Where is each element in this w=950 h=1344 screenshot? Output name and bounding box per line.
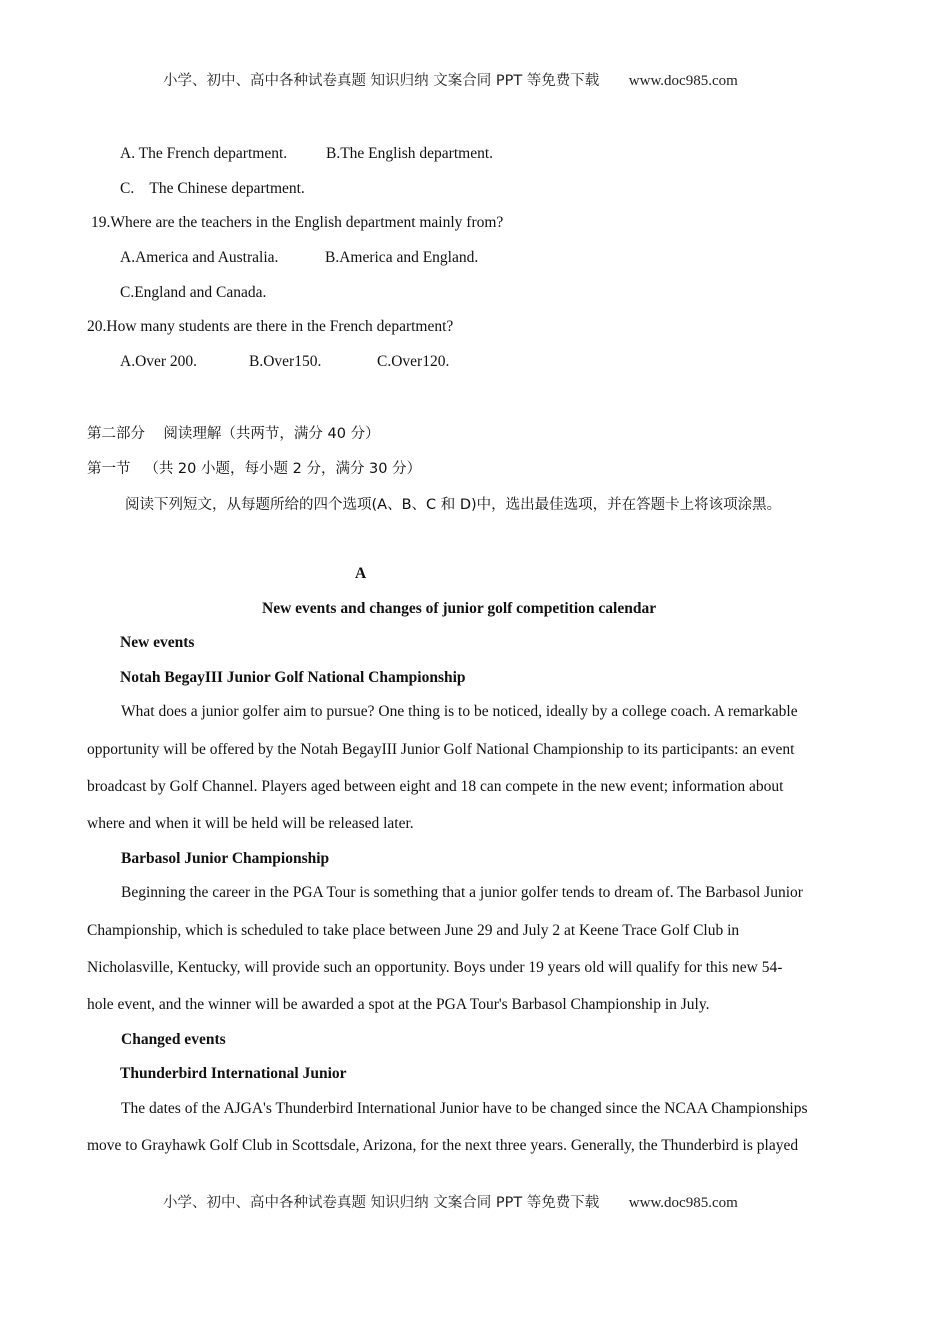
- part2-section: 第一节 （共 20 小题，每小题 2 分，满分 30 分）: [87, 461, 422, 477]
- footer-url[interactable]: www.doc985.com: [628, 1195, 738, 1211]
- footer-text: 小学、初中、高中各种试卷真题 知识归纳 文案合同 PPT 等免费下载: [163, 1195, 600, 1211]
- q18-option-c: C. The Chinese department.: [120, 180, 305, 197]
- notah-line-1: What does a junior golfer aim to pursue? One thing is to be noticed, ideally by a college coach. A remarkable: [121, 703, 798, 720]
- q19-option-a: A.America and Australia.: [120, 249, 279, 266]
- notah-line-3: broadcast by Golf Channel. Players aged between eight and 18 can compete in the new event; information about: [87, 778, 784, 795]
- q19-option-c: C.England and Canada.: [120, 284, 267, 301]
- q18-option-a: A. The French department.: [120, 145, 288, 162]
- barbasol-line-2: Championship, which is scheduled to take place between June 29 and July 2 at Keene Trace Golf Club in: [87, 922, 740, 939]
- thunderbird-line-1: The dates of the AJGA's Thunderbird International Junior have to be changed since the NCAA Championships: [121, 1100, 808, 1117]
- section-new-events: New events: [120, 634, 195, 651]
- notah-line-4: where and when it will be held will be released later.: [87, 815, 414, 832]
- barbasol-heading: Barbasol Junior Championship: [121, 850, 330, 867]
- q19-option-b: B.America and England.: [325, 249, 479, 266]
- thunderbird-heading: Thunderbird International Junior: [120, 1065, 347, 1082]
- page-header: [163, 69, 738, 90]
- q20-option-b: B.Over150.: [249, 353, 322, 370]
- q20-option-c: C.Over120.: [377, 353, 450, 370]
- part2-instruction: 阅读下列短文，从每题所给的四个选项(A、B、C 和 D)中，选出最佳选项，并在答题卡上将该项涂黑。: [125, 497, 782, 513]
- q19-question: 19.Where are the teachers in the English department mainly from?: [91, 214, 504, 231]
- notah-heading: Notah BegayIII Junior Golf National Championship: [120, 669, 466, 686]
- q18-option-b: B.The English department.: [326, 145, 494, 162]
- passage-title: New events and changes of junior golf competition calendar: [262, 600, 657, 617]
- q20-option-a: A.Over 200.: [120, 353, 198, 370]
- notah-line-2: opportunity will be offered by the Notah BegayIII Junior Golf National Championship to its participants: an event: [87, 741, 795, 758]
- barbasol-line-1: Beginning the career in the PGA Tour is something that a junior golfer tends to dream of. The Barbasol Junior: [121, 884, 803, 901]
- q20-question: 20.How many students are there in the French department?: [87, 318, 454, 335]
- section-changed-events: Changed events: [121, 1031, 226, 1048]
- page-footer: [163, 1191, 738, 1212]
- barbasol-line-4: hole event, and the winner will be awarded a spot at the PGA Tour's Barbasol Championship in July.: [87, 996, 710, 1013]
- header-url[interactable]: www.doc985.com: [628, 73, 738, 89]
- part2-title: 第二部分 阅读理解（共两节，满分 40 分）: [87, 426, 380, 442]
- passage-letter: A: [355, 565, 367, 582]
- header-text: 小学、初中、高中各种试卷真题 知识归纳 文案合同 PPT 等免费下载: [163, 73, 600, 89]
- thunderbird-line-2: move to Grayhawk Golf Club in Scottsdale, Arizona, for the next three years. Generally, the Thunderbird is played: [87, 1137, 799, 1154]
- barbasol-line-3: Nicholasville, Kentucky, will provide such an opportunity. Boys under 19 years old will qualify for this new 54-: [87, 959, 783, 976]
